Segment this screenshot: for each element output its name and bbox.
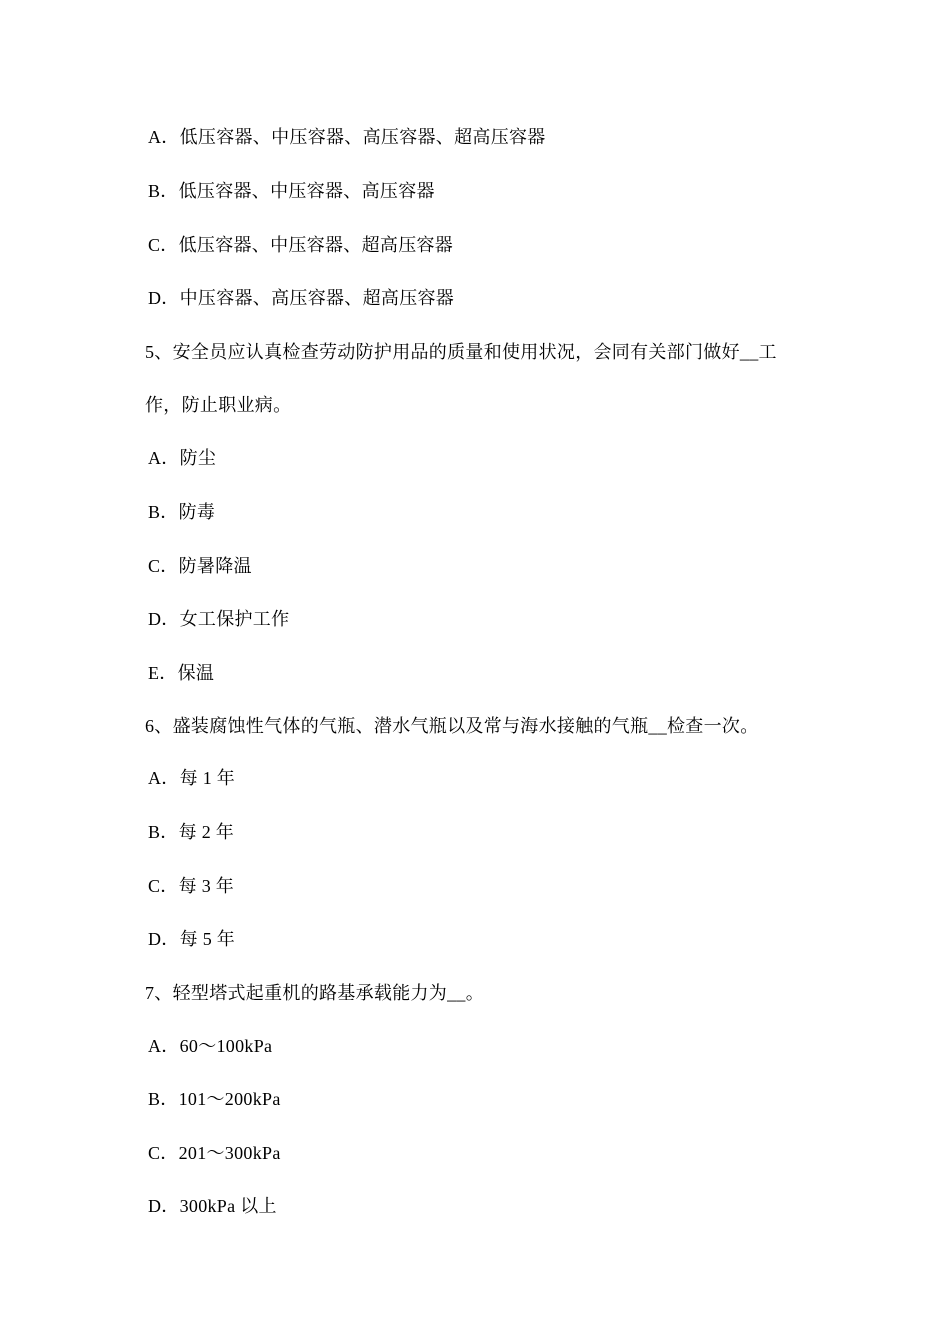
q7-option-a: A．60～100kPa xyxy=(148,1036,273,1056)
q4-option-d: D．中压容器、高压容器、超高压容器 xyxy=(148,288,455,308)
q5-option-b: B．防毒 xyxy=(148,502,216,522)
q7-stem: 7、轻型塔式起重机的路基承载能力为__。 xyxy=(145,983,484,1003)
q6-stem: 6、盛装腐蚀性气体的气瓶、潜水气瓶以及常与海水接触的气瓶__检查一次。 xyxy=(145,716,759,736)
q6-option-a: A．每 1 年 xyxy=(148,768,236,788)
q5-stem-line2: 作，防止职业病。 xyxy=(145,395,292,415)
q6-option-b: B．每 2 年 xyxy=(148,822,235,842)
q7-option-c: C．201～300kPa xyxy=(148,1143,281,1163)
q5-option-c: C．防暑降温 xyxy=(148,556,252,576)
q7-option-b: B．101～200kPa xyxy=(148,1089,281,1109)
q6-option-c: C．每 3 年 xyxy=(148,876,235,896)
q4-option-a: A．低压容器、中压容器、高压容器、超高压容器 xyxy=(148,127,546,147)
q5-option-a: A．防尘 xyxy=(148,448,217,468)
q6-option-d: D．每 5 年 xyxy=(148,929,236,949)
q4-option-b: B．低压容器、中压容器、高压容器 xyxy=(148,181,435,201)
q5-option-d: D．女工保护工作 xyxy=(148,609,290,629)
q5-stem-line1: 5、安全员应认真检查劳动防护用品的质量和使用状况，会同有关部门做好__工 xyxy=(145,342,777,362)
q4-option-c: C．低压容器、中压容器、超高压容器 xyxy=(148,235,454,255)
q7-option-d: D．300kPa 以上 xyxy=(148,1196,277,1216)
q5-option-e: E．保温 xyxy=(148,663,215,683)
